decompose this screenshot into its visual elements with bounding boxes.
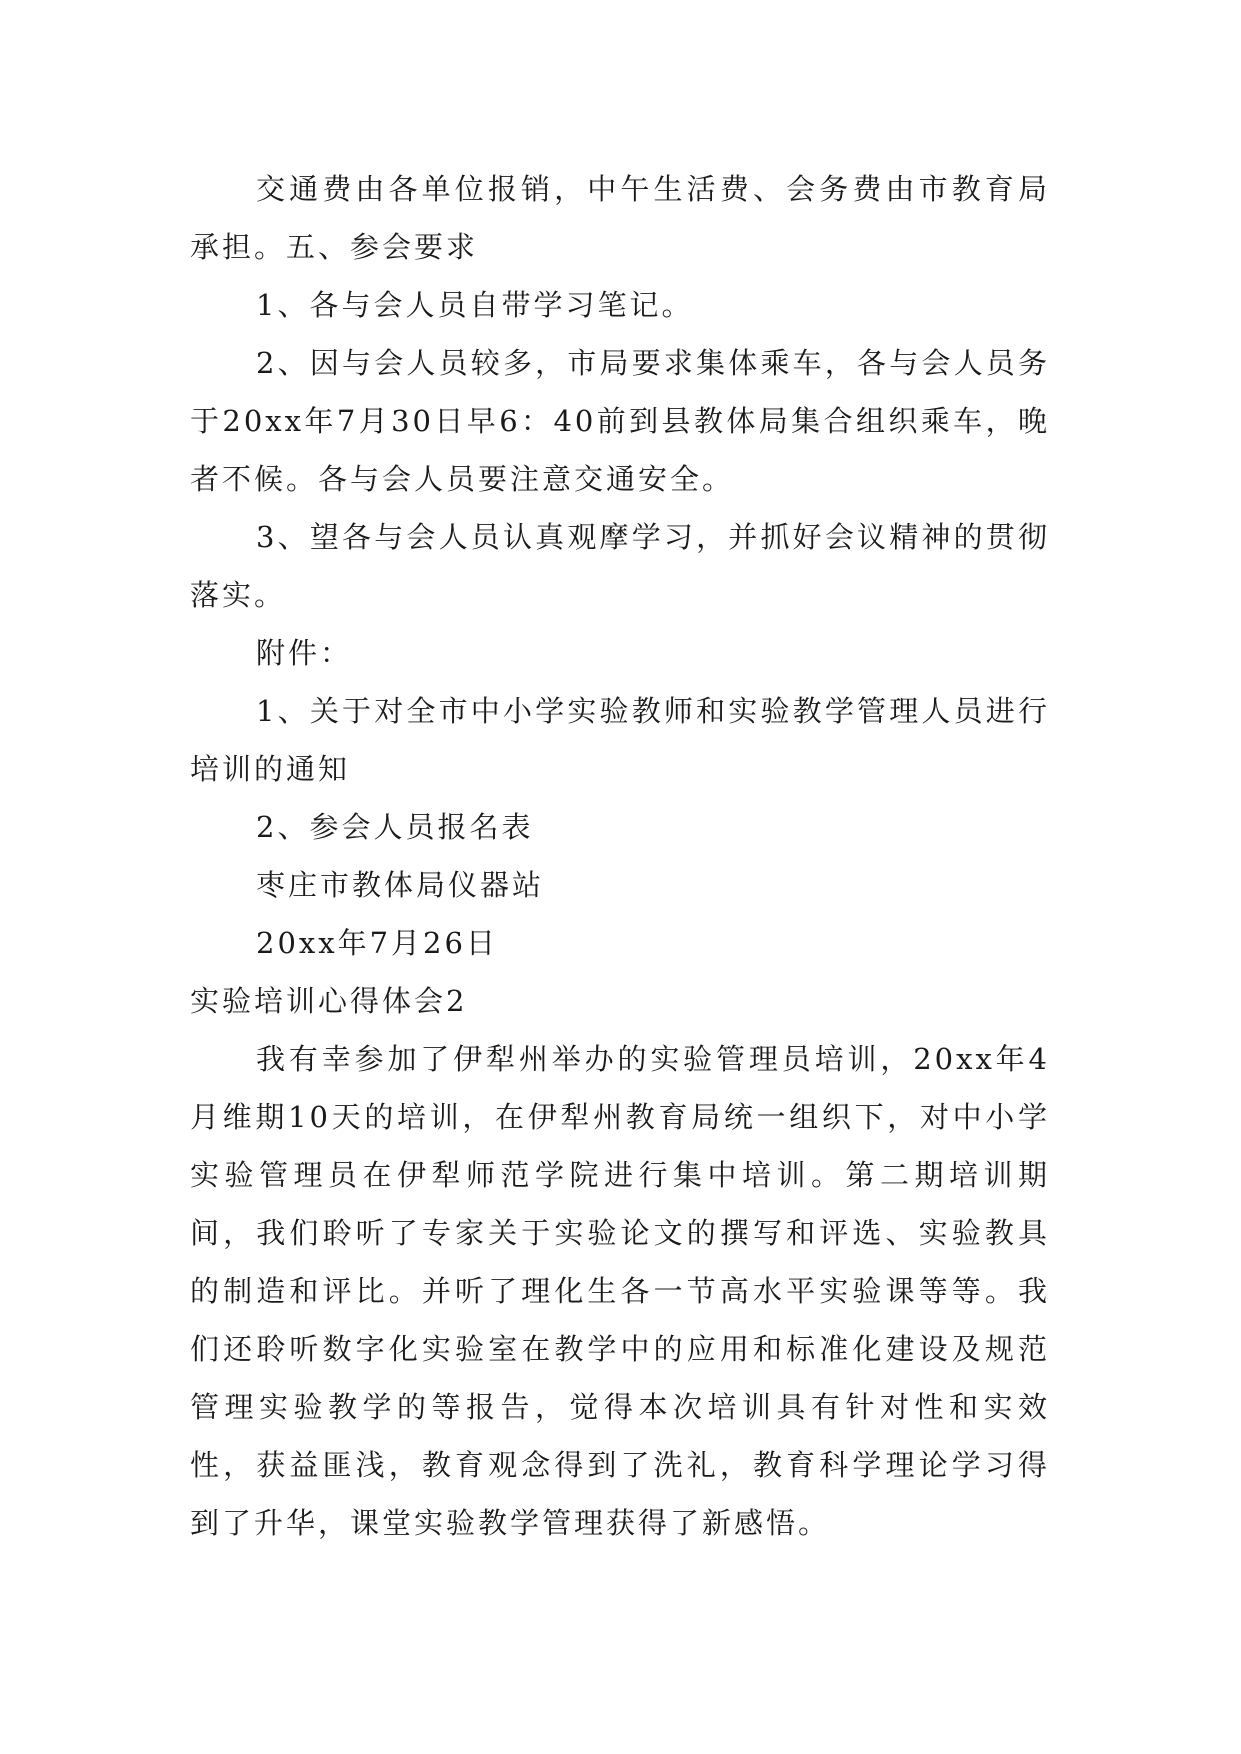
attachments-label: 附件： [256, 636, 353, 670]
paragraph-requirement-2: 2、因与会人员较多，市局要求集体乘车，各与会人员务于20xx年7月30日早6：40前到县教体局集合组织乘车，晚者不候。各与会人员要注意交通安全。 [190, 346, 1050, 496]
issuer-name: 枣庄市教体局仪器站 [256, 868, 545, 902]
section-body: 我有幸参加了伊犁州举办的实验管理员培训，20xx年4月维期10天的培训，在伊犁州教育局统一组织下，对中小学实验管理员在伊犁师范学院进行集中培训。第二期培训期间，我们聆听了专家关于实验论文的撰写和评选、实验教具的制造和评比。并听了理化生各一节高水平实验课等等。我们还聆听数字化实验室在教学中的应用和标准化建设及规范管理实验教学的等报告，觉得本次培训具有针对性和实效性，获益匪浅，教育观念得到了洗礼，教育科学理论学习得到了升华，课堂实验教学管理获得了新感悟。 [190, 1042, 1050, 1540]
attachment-item-1: 1、关于对全市中小学实验教师和实验教学管理人员进行培训的通知 [190, 694, 1050, 786]
paragraph-requirement-3: 3、望各与会人员认真观摩学习，并抓好会议精神的贯彻落实。 [190, 520, 1050, 612]
paragraph-requirement-1: 1、各与会人员自带学习笔记。 [256, 288, 694, 322]
issue-date: 20xx年7月26日 [256, 926, 498, 960]
attachment-item-2: 2、参会人员报名表 [256, 810, 534, 844]
section-title: 实验培训心得体会2 [190, 984, 468, 1018]
paragraph-expenses: 交通费由各单位报销，中午生活费、会务费由市教育局承担。五、参会要求 [190, 172, 1050, 264]
document-body [190, 160, 1050, 1552]
